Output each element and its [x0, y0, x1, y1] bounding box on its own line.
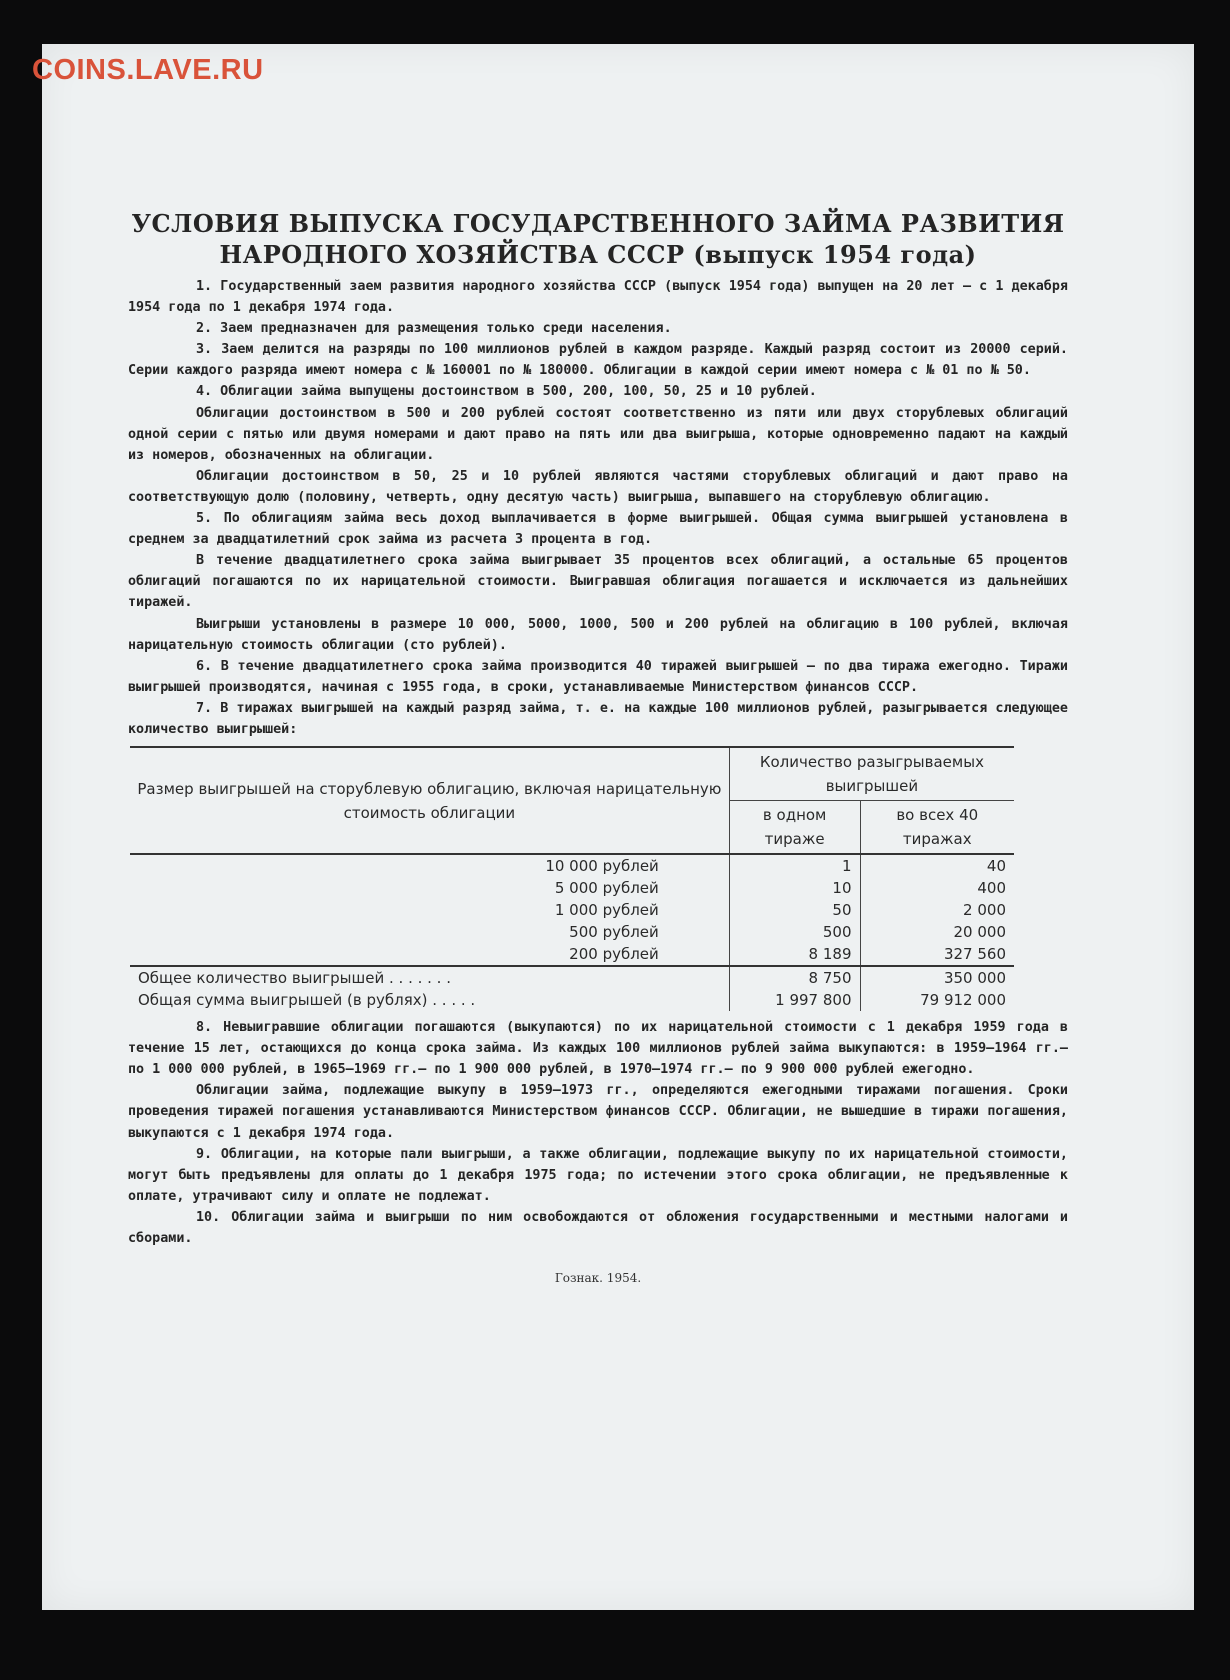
- paragraph-4: 4. Облигации займа выпущены достоинством в 500, 200, 100, 50, 25 и 10 рублей.: [196, 384, 817, 400]
- win-size-cell: 10 000 рублей: [130, 854, 729, 877]
- all-draws-cell: 40: [986, 857, 1006, 876]
- one-draw-cell: 10: [729, 877, 860, 899]
- one-draw-cell: 1: [729, 854, 860, 877]
- title-line-1: УСЛОВИЯ ВЫПУСКА ГОСУДАРСТВЕННОГО ЗАЙМА РАЗВИТИЯ: [131, 209, 1065, 238]
- total-sum-label: Общая сумма выигрышей (в рублях) . . . . .: [130, 989, 729, 1011]
- all-draws-cell: 20 000: [953, 923, 1006, 942]
- one-draw-cell: 50: [729, 899, 860, 921]
- all-draws-cell: 327 560: [943, 945, 1006, 964]
- total-count-label: Общее количество выигрышей . . . . . . .: [130, 966, 729, 989]
- site-watermark: COINS.LAVE.RU: [32, 54, 264, 86]
- total-count-one-draw: 8 750: [729, 966, 860, 989]
- win-size-cell: 500 рублей: [130, 921, 729, 943]
- win-size-cell: 1 000 рублей: [130, 899, 729, 921]
- paragraph-3: 3. Заем делится на разряды по 100 миллионов рублей в каждом разряде. Каждый разряд состоит из 20000 серий. Серии каждого разряда имеют номера с № 160001 по № 180000. Облигации в каждой серии имеют номера с № 01 по № 50.: [128, 342, 1068, 379]
- total-row: [130, 966, 1014, 989]
- paragraph-5: 5. По облигациям займа весь доход выплачивается в форме выигрышей. Общая сумма выигрышей установлена в среднем за двадцатилетний срок займа из расчета 3 процента в год.: [128, 511, 1068, 548]
- printer-imprint: Гознак. 1954.: [554, 1271, 642, 1286]
- table-row: [130, 877, 1014, 899]
- table-row: [130, 921, 1014, 943]
- paragraph-5-amounts: Выигрыши установлены в размере 10 000, 5000, 1000, 500 и 200 рублей на облигацию в 100 рублей, включая нарицательную стоимость облигации (сто рублей).: [128, 616, 1068, 653]
- win-size-cell: 200 рублей: [130, 943, 729, 966]
- one-draw-cell: 500: [729, 921, 860, 943]
- paragraph-9: 9. Облигации, на которые пали выигрыши, а также облигации, подлежащие выкупу по их нарицательной стоимости, могут быть предъявлены для оплаты до 1 декабря 1975 года; по истечении этого срока облигации, не предъявленные к оплате, утрачивают силу и оплате не подлежат.: [128, 1146, 1068, 1204]
- conditions-text-after-table: [128, 1017, 1068, 1249]
- table-row: [130, 943, 1014, 966]
- paragraph-4-denominations-50-25-10: Облигации достоинством в 50, 25 и 10 рублей являются частями сторублевых облигаций и дают право на соответствующую долю (половину, четверть, одну десятую часть) выигрыша, выпавшего на сторублевую облигацию.: [128, 468, 1068, 505]
- paragraph-1: 1. Государственный заем развития народного хозяйства СССР (выпуск 1954 года) выпущен на 20 лет — с 1 декабря 1954 года по 1 декабря 1974 года.: [128, 279, 1068, 316]
- paragraph-6: 6. В течение двадцатилетнего срока займа производится 40 тиражей выигрышей — по два тиража ежегодно. Тиражи выигрышей производятся, начиная с 1955 года, в сроки, устанавливаемые Министерством финансов СССР.: [128, 658, 1068, 695]
- table-row: [130, 854, 1014, 877]
- paragraph-8: 8. Невыигравшие облигации погашаются (выкупаются) по их нарицательной стоимости с 1 декабря 1959 года в течение 15 лет, остающихся до конца срока займа. Из каждых 100 миллионов рублей займа выкупаются: в 1959—1964 гг.— по 1 000 000 рублей, в 1965—1969 гг.— по 1 900 000 рублей, в 1970—1974 гг.— по 9 900 000 рублей ежегодно.: [128, 1020, 1068, 1078]
- paragraph-7: 7. В тиражах выигрышей на каждый разряд займа, т. е. на каждые 100 миллионов рублей, разыгрывается следующее количество выигрышей:: [128, 700, 1068, 737]
- one-draw-cell: 8 189: [729, 943, 860, 966]
- winnings-table: [130, 746, 1014, 1011]
- paragraph-8-redemption: Облигации займа, подлежащие выкупу в 1959—1973 гг., определяются ежегодными тиражами погашения. Сроки проведения тиражей погашения устанавливаются Министерством финансов СССР. Облигации, не вышедшие в тиражи погашения, выкупаются с 1 декабря 1974 года.: [128, 1083, 1068, 1141]
- header-win-size: Размер выигрышей на сторублевую облигацию, включая нарицательную стоимость облигации: [130, 747, 729, 854]
- conditions-text-before-table: [128, 276, 1068, 740]
- document-title: [128, 208, 1068, 270]
- total-sum-one-draw: 1 997 800: [729, 989, 860, 1011]
- all-draws-cell: 2 000: [963, 901, 1006, 920]
- total-sum-all-draws: 79 912 000: [920, 991, 1006, 1010]
- total-count-all-draws: 350 000: [943, 969, 1006, 988]
- paragraph-10: 10. Облигации займа и выигрыши по ним освобождаются от обложения государственными и местными налогами и сборами.: [128, 1209, 1068, 1246]
- win-size-cell: 5 000 рублей: [130, 877, 729, 899]
- document-content: [128, 208, 1068, 1285]
- total-row: [130, 989, 1014, 1011]
- paragraph-5-share: В течение двадцатилетнего срока займа выигрывает 35 процентов всех облигаций, а остальные 65 процентов облигаций погашаются по их нарицательной стоимости. Выигравшая облигация погашается и исключается из дальнейших тиражей.: [128, 553, 1068, 611]
- paragraph-4-denominations-500-200: Облигации достоинством в 500 и 200 рублей состоят соответственно из пяти или двух сторублевых облигаций одной серии с пятью или двумя номерами и дают право на пять или два выигрыша, которые одновременно падают на каждый из номеров, обозначенных на облигации.: [128, 405, 1068, 463]
- header-one-draw: в одном тираже: [729, 801, 860, 855]
- table-row: [130, 899, 1014, 921]
- all-draws-cell: 400: [977, 879, 1006, 898]
- header-win-count: Количество разыгрываемых выигрышей: [759, 753, 984, 796]
- header-all-draws: во всех 40 тиражах: [860, 801, 1014, 855]
- paragraph-2: 2. Заем предназначен для размещения только среди населения.: [196, 321, 672, 337]
- title-line-2: НАРОДНОГО ХОЗЯЙСТВА СССР (выпуск 1954 года): [219, 240, 977, 269]
